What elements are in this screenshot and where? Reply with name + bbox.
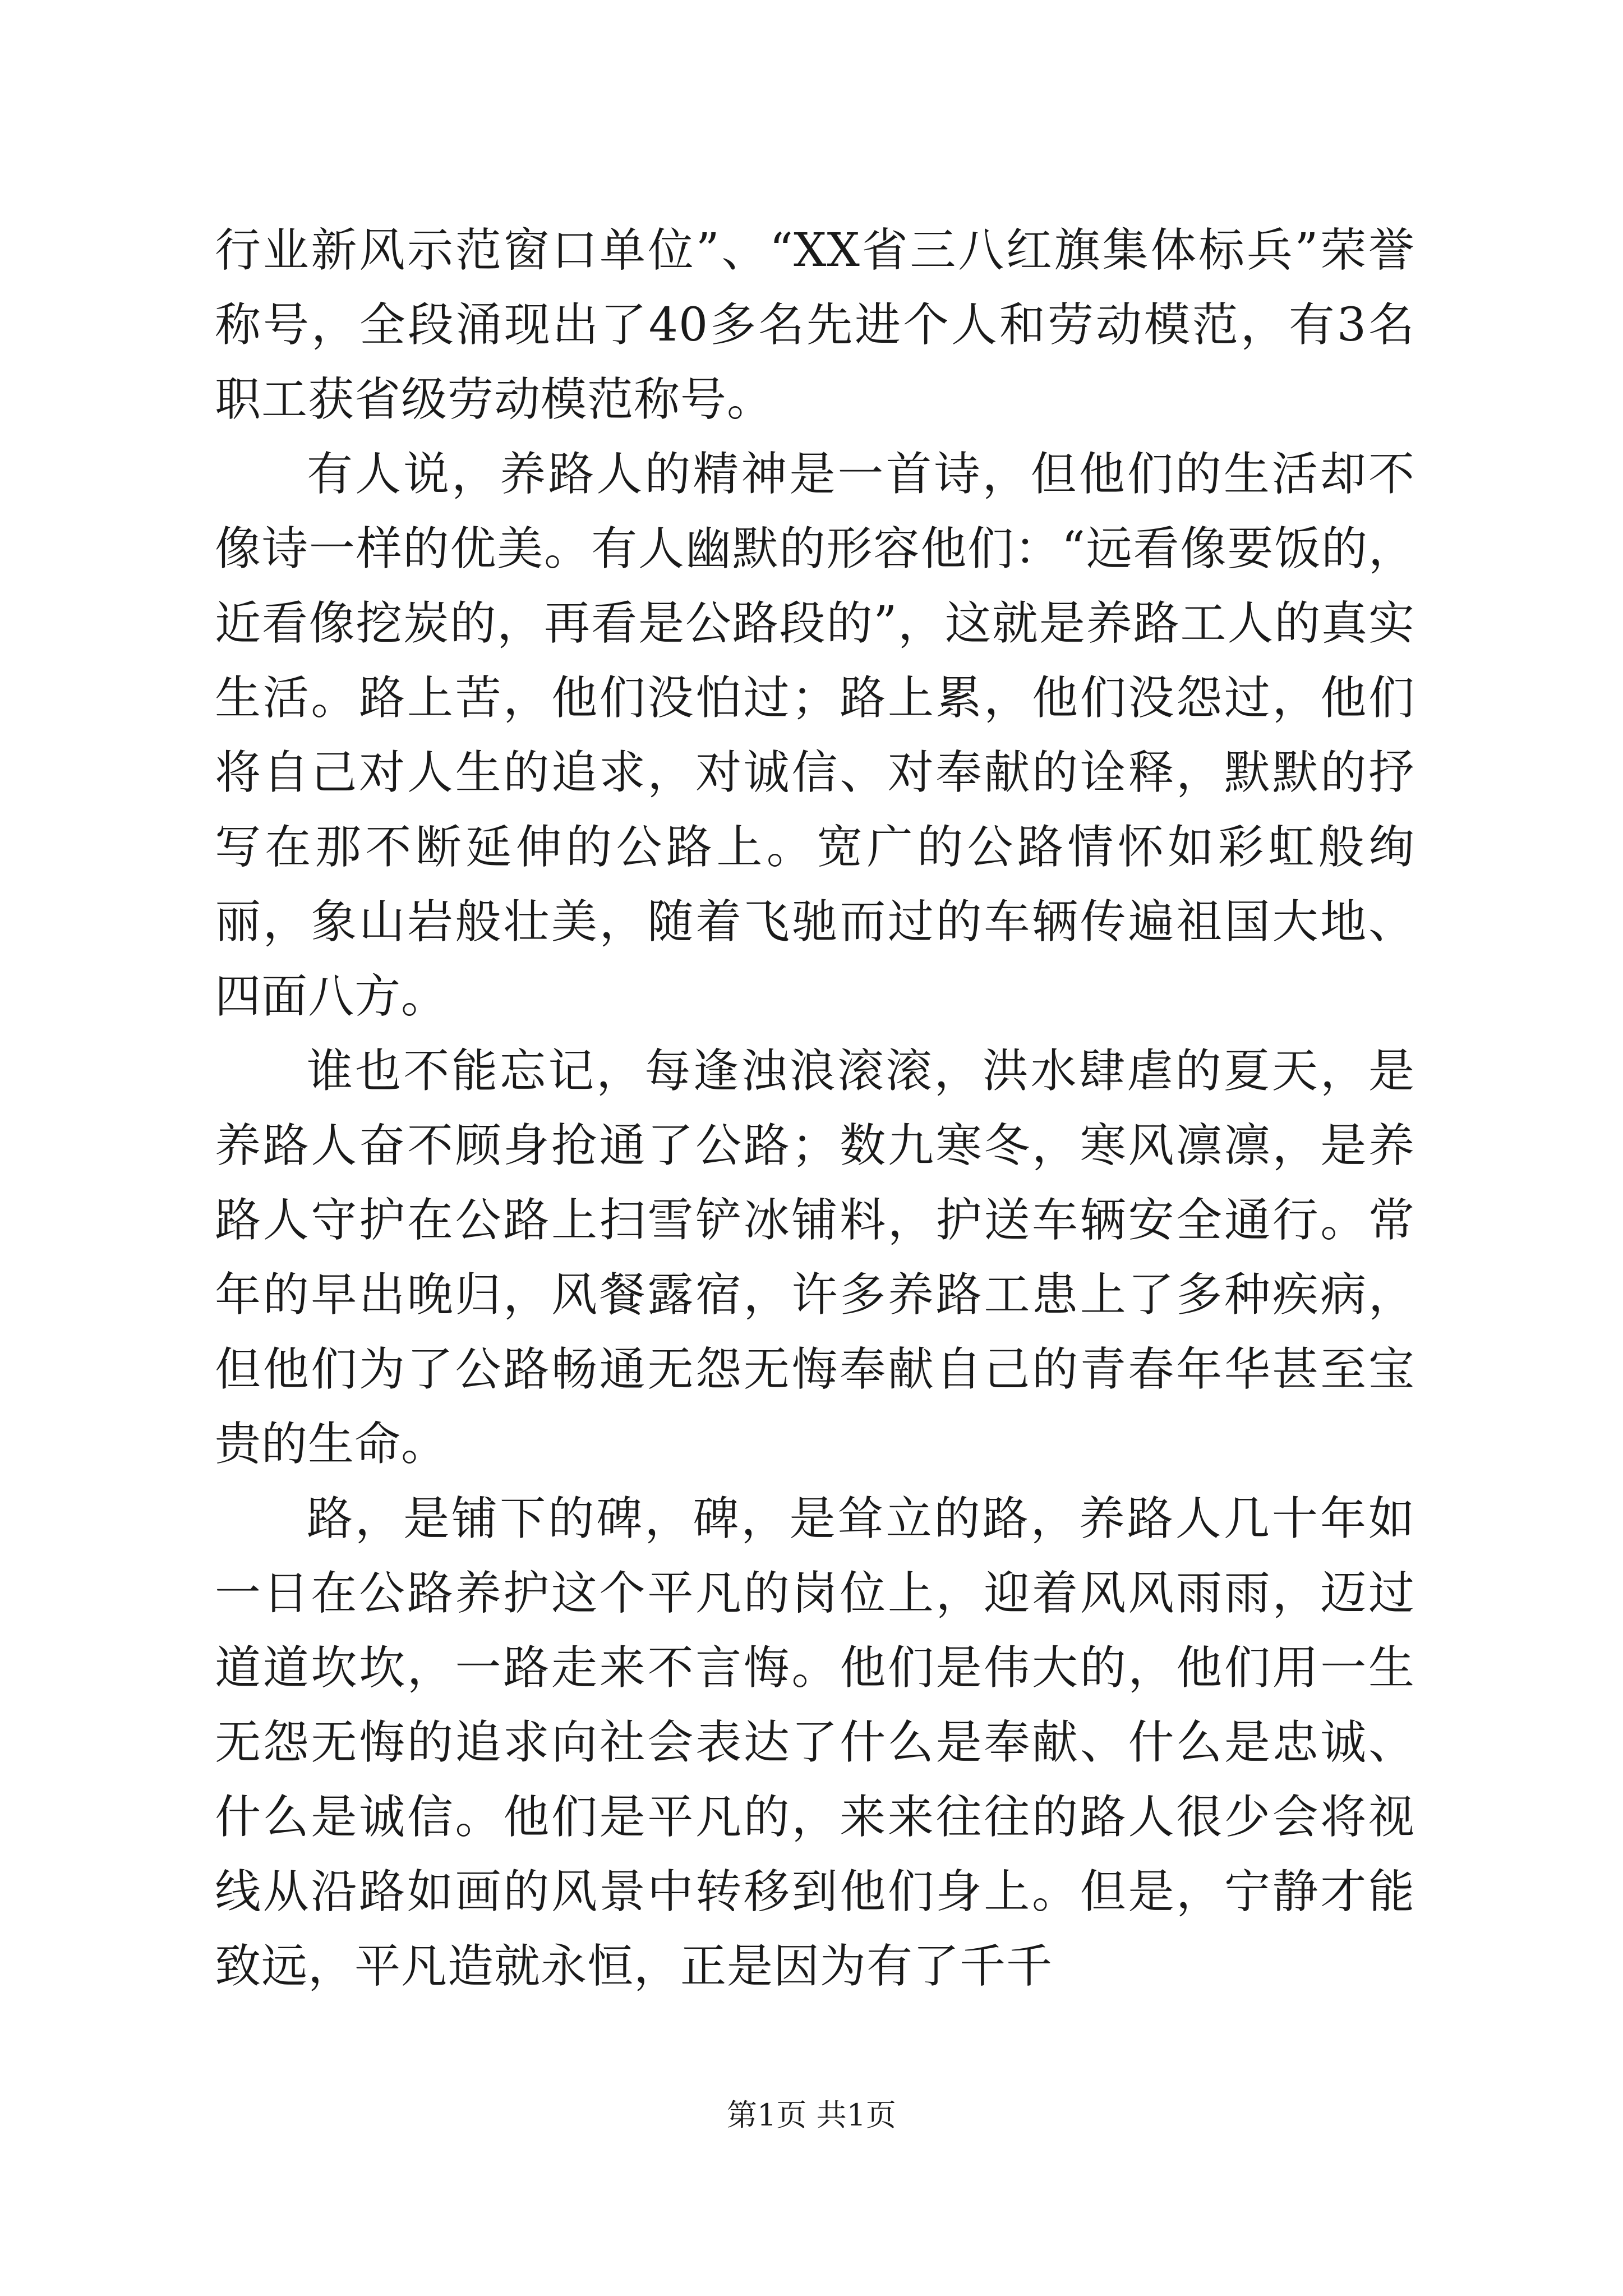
paragraph-1: 行业新风示范窗口单位”、“XX省三八红旗集体标兵”荣誉称号，全段涌现出了40多名先进个人和劳动模范，有3名职工获省级劳动模范称号。: [215, 224, 1415, 426]
paragraph-3: 谁也不能忘记，每逢浊浪滚滚，洪水肆虐的夏天，是养路人奋不顾身抢通了公路；数九寒冬，寒风凛凛，是养路人守护在公路上扫雪铲冰铺料，护送车辆安全通行。常年的早出晚归，风餐露宿，许多养路工患上了多种疾病，但他们为了公路畅通无怨无悔奉献自己的青春年华甚至宝贵的生命。: [215, 1045, 1415, 1471]
document-body: [215, 213, 1415, 2004]
page-footer: 第1页 共1页: [727, 2097, 896, 2133]
paragraph-4: 路，是铺下的碑，碑，是耸立的路，养路人几十年如一日在公路养护这个平凡的岗位上，迎着风风雨雨，迈过道道坎坎，一路走来不言悔。他们是伟大的，他们用一生无怨无悔的追求向社会表达了什么是奉献、什么是忠诚、什么是诚信。他们是平凡的，来来往往的路人很少会将视线从沿路如画的风景中转移到他们身上。但是，宁静才能致远，平凡造就永恒，正是因为有了千千: [215, 1492, 1415, 1993]
paragraph-2: 有人说，养路人的精神是一首诗，但他们的生活却不像诗一样的优美。有人幽默的形容他们：“远看像要饭的，近看像挖炭的，再看是公路段的”，这就是养路工人的真实生活。路上苦，他们没怕过；路上累，他们没怨过，他们将自己对人生的追求，对诚信、对奉献的诠释，默默的抒写在那不断延伸的公路上。宽广的公路情怀如彩虹般绚丽，象山岩般壮美，随着飞驰而过的车辆传遍祖国大地、四面八方。: [215, 448, 1415, 1023]
